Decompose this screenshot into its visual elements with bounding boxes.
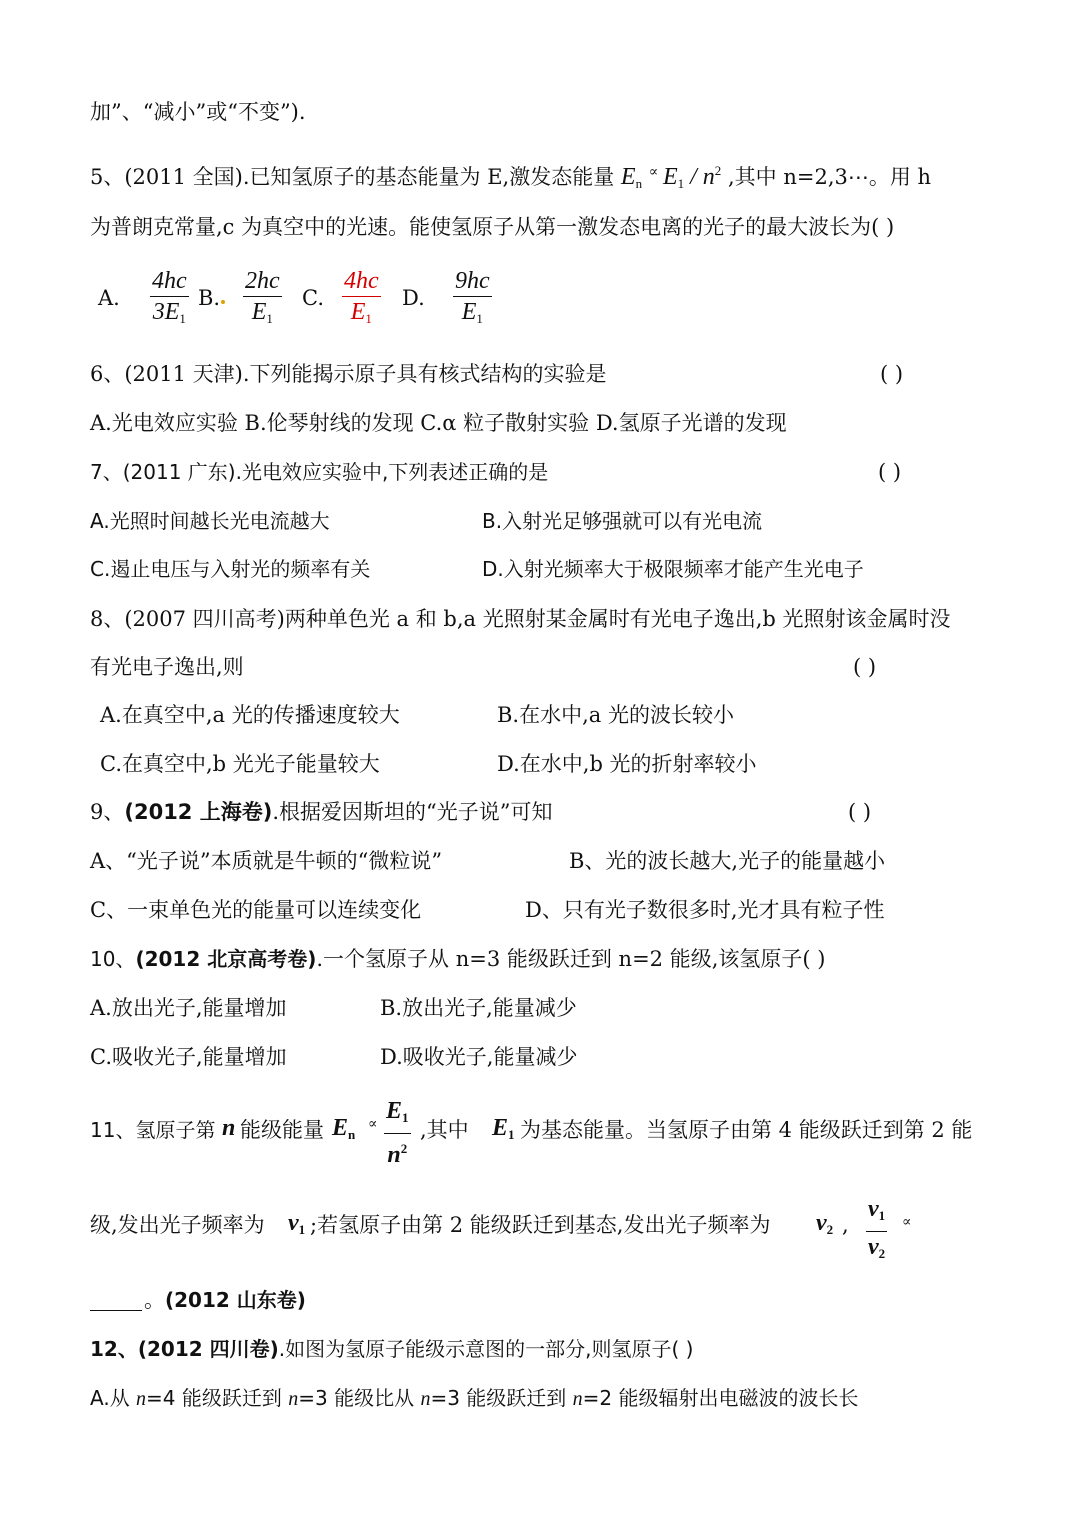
question-source: (2012 四川卷) [137,1337,279,1361]
text: , [842,1213,849,1237]
question-10-option-a: A.放出光子,能量增加 [90,996,287,1020]
answer-paren: ( ) [880,362,904,386]
stray-dot [221,300,225,304]
answer-paren: ( ) [878,460,902,484]
question-9-option-d: D、只有光子数很多时,光才具有粒子性 [525,898,885,922]
question-8-option-d: D.在水中,b 光的折射率较小 [497,752,757,776]
formula-symbol: ∝ [902,1214,910,1230]
option-d-fraction: 9hc $E_1$ [455,268,490,326]
question-9-option-c: C、一束单色光的能量可以连续变化 [90,898,422,922]
question-8-option-a: A.在真空中,a 光的传播速度较大 [100,703,400,727]
option-b-label: B. [198,286,221,310]
question-5-stem [90,157,931,198]
question-5-stem-2 [90,213,894,241]
question-8-option-b: B.在水中,a 光的波长较小 [497,703,734,727]
text: 级,发出光子频率为 [90,1213,265,1237]
fraction-nu1-over-nu2: $\nu_1$ $\nu_2$ [868,1196,886,1261]
question-7-option-c: C.遏止电压与入射光的频率有关 [90,557,371,581]
question-8-stem-2: 有光电子逸出,则 [90,655,244,679]
question-7-option-d: D.入射光频率大于极限频率才能产生光电子 [482,557,864,581]
question-12-option-a: A.从 n=4 能级跃迁到 n=3 能级比从 n=3 能级跃迁到 n=2 能级辐射出电磁波的波长长 [90,1386,859,1410]
question-7-stem: 7、(2011 广东).光电效应实验中,下列表述正确的是 [90,460,549,484]
text: ,其中 [420,1118,469,1142]
question-11-stem: 11、氢原子第 [90,1118,216,1142]
question-7-option-b: B.入射光足够强就可以有光电流 [482,509,763,533]
question-source: (2012 山东卷) [165,1288,306,1312]
question-10-option-b: B.放出光子,能量减少 [380,996,577,1020]
question-source: (2012 上海卷) [124,800,273,824]
formula-symbol: ∝ [368,1116,376,1132]
question-11-answer: 。(2012 山东卷) [90,1286,306,1314]
option-a-label: A. [98,286,120,310]
question-10-option-d: D.吸收光子,能量减少 [380,1045,578,1069]
question-6-options: A.光电效应实验 B.伦琴射线的发现 C.α 粒子散射实验 D.氢原子光谱的发现 [90,411,787,435]
formula-En: $E_n$ [620,164,643,191]
variable-n: n [222,1115,236,1141]
question-8-option-c: C.在真空中,b 光光子能量较大 [100,752,380,776]
answer-paren: ( ) [848,800,872,824]
formula-E1-over-n2: $E_1 / n^2$ [662,163,722,191]
answer-paren: ( ) [853,655,877,679]
variable-E1: $E_1$ [492,1115,515,1142]
fraction-E1-over-n2: $E_1$ $n^2$ [386,1098,409,1168]
question-6-stem: 6、(2011 天津).下列能揭示原子具有核式结构的实验是 [90,362,607,386]
question-9-stem: 9、(2012 上海卷).根据爱因斯坦的“光子说”可知 [90,800,553,824]
text: 5、(2011 全国).已知氢原子的基态能量为 E,激发态能量 [90,165,615,189]
text: 为普朗克常量,c 为真空中的光速。能使氢原子从第一激发态电离的光子的最大波长为( ) [90,215,895,239]
text: 能级能量 [240,1118,324,1142]
variable-nu1: $\nu_1$ [288,1210,306,1237]
question-12-stem: 12、(2012 四川卷).如图为氢原子能级示意图的一部分,则氢原子( ) [90,1337,694,1361]
question-10-option-c: C.吸收光子,能量增加 [90,1045,287,1069]
question-9-option-b: B、光的波长越大,光子的能量越小 [569,849,886,873]
option-d-label: D. [402,286,425,310]
option-c-label: C. [302,286,324,310]
answer-blank[interactable] [90,1290,142,1311]
option-a-fraction: 4hc $3E_1$ [152,268,187,326]
question-8-stem: 8、(2007 四川高考)两种单色光 a 和 b,a 光照射某金属时有光电子逸出,b 光照射该金属时没 [90,607,951,631]
text-line [90,98,306,126]
text: 加”、“减小”或“不变”). [90,100,306,124]
question-9-option-a: A、“光子说”本质就是牛顿的“微粒说” [90,849,443,873]
formula-symbol: ∝ [648,164,657,180]
formula-En: $E_n$ [332,1115,356,1142]
variable-nu2: $\nu_2$ [816,1210,834,1237]
text: ;若氢原子由第 2 能级跃迁到基态,发出光子频率为 [310,1213,771,1237]
question-source: (2012 北京高考卷) [135,947,317,971]
text: ,其中 n=2,3⋯。用 h [727,165,932,189]
option-b-fraction: 2hc $E_1$ [245,268,280,326]
text: 为基态能量。当氢原子由第 4 能级跃迁到第 2 能 [520,1118,973,1142]
question-10-stem: 10、(2012 北京高考卷).一个氢原子从 n=3 能级跃迁到 n=2 能级,该氢原子( ) [90,947,826,971]
question-7-option-a: A.光照时间越长光电流越大 [90,509,330,533]
option-c-fraction: 4hc $E_1$ [344,268,379,326]
